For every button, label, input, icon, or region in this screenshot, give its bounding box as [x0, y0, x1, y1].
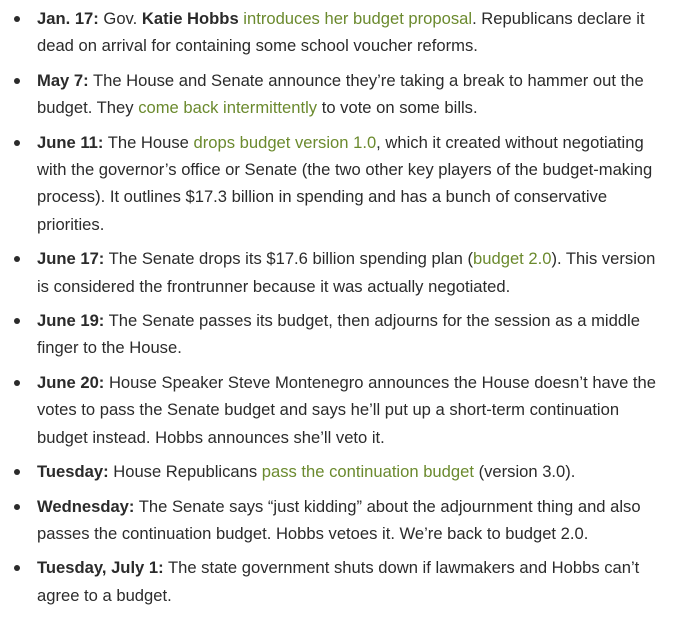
- entry-date: June 20:: [37, 372, 105, 392]
- entry-text: The House and Senate announce they’re taking a break to hammer out the budget. They: [37, 70, 644, 118]
- budget-2-link[interactable]: budget 2.0: [473, 249, 552, 269]
- bullet-icon: [14, 256, 20, 262]
- entry-text: The state government shuts down if lawmakers and Hobbs can’t agree to a budget.: [37, 558, 640, 605]
- timeline-item-june-17: [0, 245, 674, 300]
- governor-name: Katie Hobbs: [141, 9, 239, 28]
- entry-text: , which it created without negotiating with the governor’s office or Senate (the two other key players of the budget-making process). It outlines $17.3 billion in spending and has a bunch of conservative priorities.: [37, 132, 653, 234]
- budget-version-1-link[interactable]: drops budget version 1.0: [193, 132, 377, 152]
- entry-text: Gov.: [98, 9, 142, 28]
- timeline-item-june-11: [0, 129, 674, 239]
- budget-proposal-link[interactable]: introduces her budget proposal: [243, 9, 473, 28]
- timeline-item-june-20: [0, 369, 674, 451]
- entry-date: Tuesday, July 1:: [37, 558, 164, 578]
- timeline-item-jan-17: [0, 5, 674, 60]
- timeline-item-may-7: [0, 67, 674, 122]
- entry-text: ). This version is considered the frontrunner because it was actually negotiated.: [37, 249, 656, 296]
- entry-text: The House: [103, 132, 194, 152]
- entry-text: to vote on some bills.: [317, 98, 478, 118]
- bullet-icon: [14, 140, 20, 146]
- entry-date: June 11:: [37, 132, 104, 152]
- entry-date: June 19:: [37, 311, 105, 331]
- timeline-item-tuesday-july-1: [0, 554, 674, 609]
- bullet-icon: [14, 318, 20, 324]
- come-back-intermittently-link[interactable]: come back intermittently: [138, 98, 318, 118]
- timeline-item-june-19: [0, 307, 674, 362]
- entry-date: Wednesday:: [37, 496, 135, 516]
- bullet-icon: [14, 565, 20, 571]
- bullet-icon: [14, 380, 20, 386]
- entry-date: May 7:: [37, 70, 89, 90]
- timeline-item-tuesday: [0, 458, 674, 485]
- entry-text: The Senate says “just kidding” about the adjournment thing and also passes the continuation budget. Hobbs vetoes it. We’re back to budget 2.0.: [37, 496, 641, 543]
- entry-text: (version 3.0).: [473, 462, 576, 482]
- bullet-icon: [14, 504, 20, 510]
- bullet-icon: [14, 16, 20, 22]
- entry-date: June 17:: [37, 249, 105, 269]
- entry-date: Tuesday:: [37, 462, 109, 482]
- entry-text: The Senate passes its budget, then adjourns for the session as a middle finger to the House.: [37, 311, 640, 358]
- entry-text: House Speaker Steve Montenegro announces the House doesn’t have the votes to pass the Senate budget and says he’ll put up a short-term continuation budget instead. Hobbs announces she’ll veto it.: [37, 372, 656, 447]
- bullet-icon: [14, 78, 20, 84]
- entry-text: House Republicans: [108, 462, 262, 482]
- entry-date: Jan. 17:: [37, 9, 99, 28]
- timeline-item-wednesday: [0, 493, 674, 548]
- entry-text: The Senate drops its $17.6 billion spending plan (: [104, 249, 474, 269]
- bullet-icon: [14, 469, 20, 475]
- continuation-budget-link[interactable]: pass the continuation budget: [261, 462, 474, 482]
- entry-text: . Republicans declare it dead on arrival for containing some school voucher reforms.: [37, 9, 645, 56]
